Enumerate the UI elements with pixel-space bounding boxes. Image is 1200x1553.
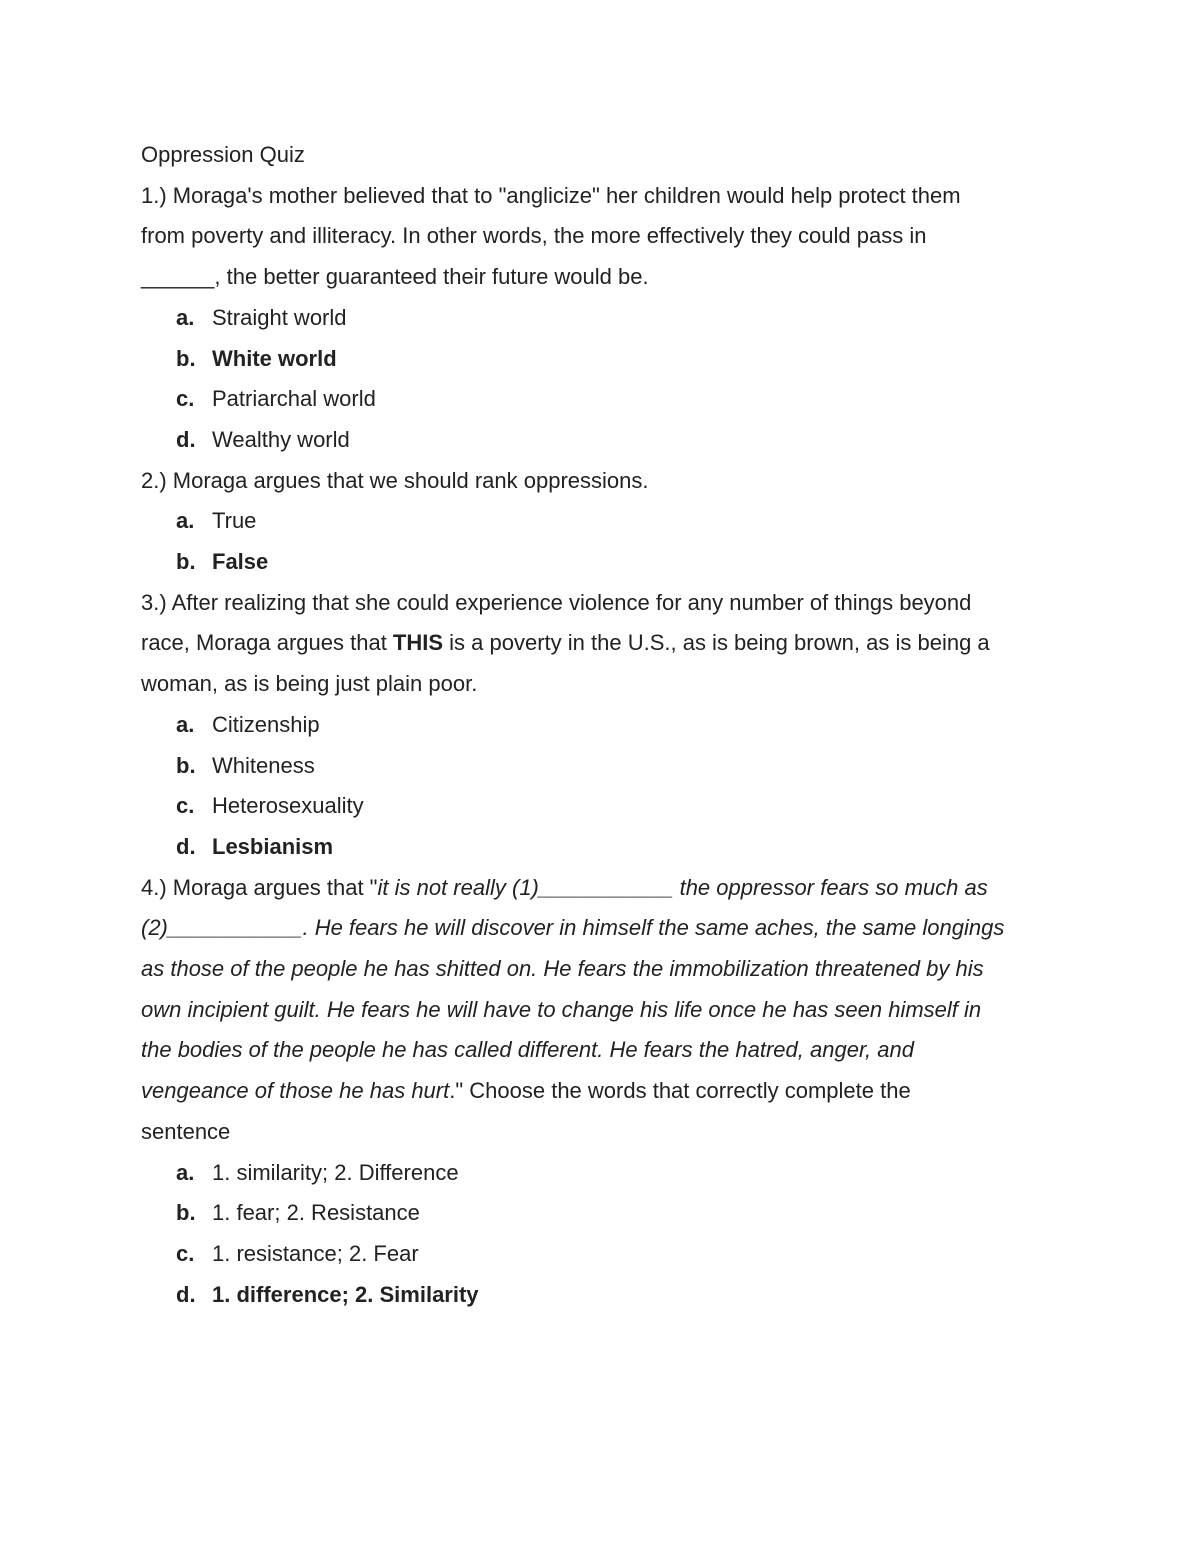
option-3c — [141, 786, 1061, 827]
option-letter: a. — [176, 1159, 195, 1185]
question-1-line: 1.) Moraga's mother believed that to "anglicize" her children would help protect them — [141, 182, 961, 208]
question-2-options — [141, 501, 1061, 582]
question-1 — [141, 176, 1061, 298]
option-letter: d. — [176, 1281, 196, 1307]
question-4-line — [141, 1071, 1061, 1112]
option-4d-correct — [141, 1275, 1061, 1316]
option-2b-correct — [141, 542, 1061, 583]
option-1d — [141, 420, 1061, 461]
question-3-line: woman, as is being just plain poor. — [141, 671, 478, 697]
question-4-quote: the bodies of the people he has called different. He fears the hatred, anger, and — [141, 1037, 914, 1063]
option-text: Straight world — [212, 304, 347, 330]
question-4-line — [141, 868, 1061, 909]
question-4-line — [141, 990, 1061, 1031]
quiz-document — [141, 135, 1061, 1315]
question-4-line — [141, 1030, 1061, 1071]
question-4-options — [141, 1153, 1061, 1316]
option-letter: c. — [176, 1240, 195, 1266]
question-4-quote: it is not really (1)___________ the oppressor fears so much as — [377, 874, 988, 900]
question-1-options — [141, 298, 1061, 461]
option-letter: a. — [176, 508, 195, 534]
option-letter: b. — [176, 752, 196, 778]
question-4-line — [141, 949, 1061, 990]
option-1b-correct — [141, 339, 1061, 380]
option-text: Heterosexuality — [212, 793, 364, 819]
option-text: Patriarchal world — [212, 386, 376, 412]
question-3-line: 3.) After realizing that she could experience violence for any number of things beyond — [141, 589, 972, 615]
question-4-quote: vengeance of those he has hurt — [141, 1078, 450, 1104]
option-letter: a. — [176, 711, 195, 737]
option-text: 1. similarity; 2. Difference — [212, 1159, 459, 1185]
option-1c — [141, 379, 1061, 420]
question-1-line: from poverty and illiteracy. In other words, the more effectively they could pass in — [141, 223, 927, 249]
option-text: Citizenship — [212, 711, 320, 737]
option-text: Lesbianism — [212, 833, 334, 859]
question-3-options — [141, 705, 1061, 868]
question-4-line: sentence — [141, 1118, 231, 1144]
option-text: 1. fear; 2. Resistance — [212, 1200, 420, 1226]
question-3-text: is a poverty in the U.S., as is being brown, as is being a — [443, 630, 990, 656]
question-2 — [141, 461, 1061, 502]
question-4 — [141, 868, 1061, 1153]
option-letter: c. — [176, 386, 195, 412]
document-title: Oppression Quiz — [141, 142, 305, 167]
question-1-line: ______, the better guaranteed their future would be. — [141, 264, 649, 290]
option-letter: d. — [176, 426, 196, 452]
question-4-text: ." Choose the words that correctly complete the — [449, 1078, 911, 1104]
question-4-quote: as those of the people he has shitted on. He fears the immobilization threatened by his — [141, 956, 984, 982]
option-text: False — [212, 549, 269, 575]
option-1a — [141, 298, 1061, 339]
option-letter: c. — [176, 793, 195, 819]
option-text: 1. resistance; 2. Fear — [212, 1240, 419, 1266]
option-3b — [141, 746, 1061, 787]
option-letter: b. — [176, 549, 196, 575]
option-text: Wealthy world — [212, 426, 350, 452]
question-3-emphasis: THIS — [392, 630, 444, 656]
option-3d-correct — [141, 827, 1061, 868]
option-2a — [141, 501, 1061, 542]
option-4b — [141, 1193, 1061, 1234]
question-4-line — [141, 908, 1061, 949]
option-letter: d. — [176, 833, 196, 859]
question-4-text: 4.) Moraga argues that " — [141, 874, 378, 900]
option-letter: b. — [176, 345, 196, 371]
question-3 — [141, 583, 1061, 705]
question-4-quote: own incipient guilt. He fears he will have to change his life once he has seen himself in — [141, 996, 982, 1022]
option-text: Whiteness — [212, 752, 315, 778]
option-text: White world — [212, 345, 337, 371]
option-text: True — [212, 508, 257, 534]
question-4-quote: (2)___________. He fears he will discover in himself the same aches, the same longings — [141, 915, 1005, 941]
option-letter: a. — [176, 304, 195, 330]
option-letter: b. — [176, 1200, 196, 1226]
option-text: 1. difference; 2. Similarity — [212, 1281, 479, 1307]
option-4a — [141, 1153, 1061, 1194]
option-4c — [141, 1234, 1061, 1275]
question-2-line: 2.) Moraga argues that we should rank oppressions. — [141, 467, 649, 493]
question-3-line — [141, 623, 1061, 664]
option-3a — [141, 705, 1061, 746]
question-3-text: race, Moraga argues that — [141, 630, 393, 656]
